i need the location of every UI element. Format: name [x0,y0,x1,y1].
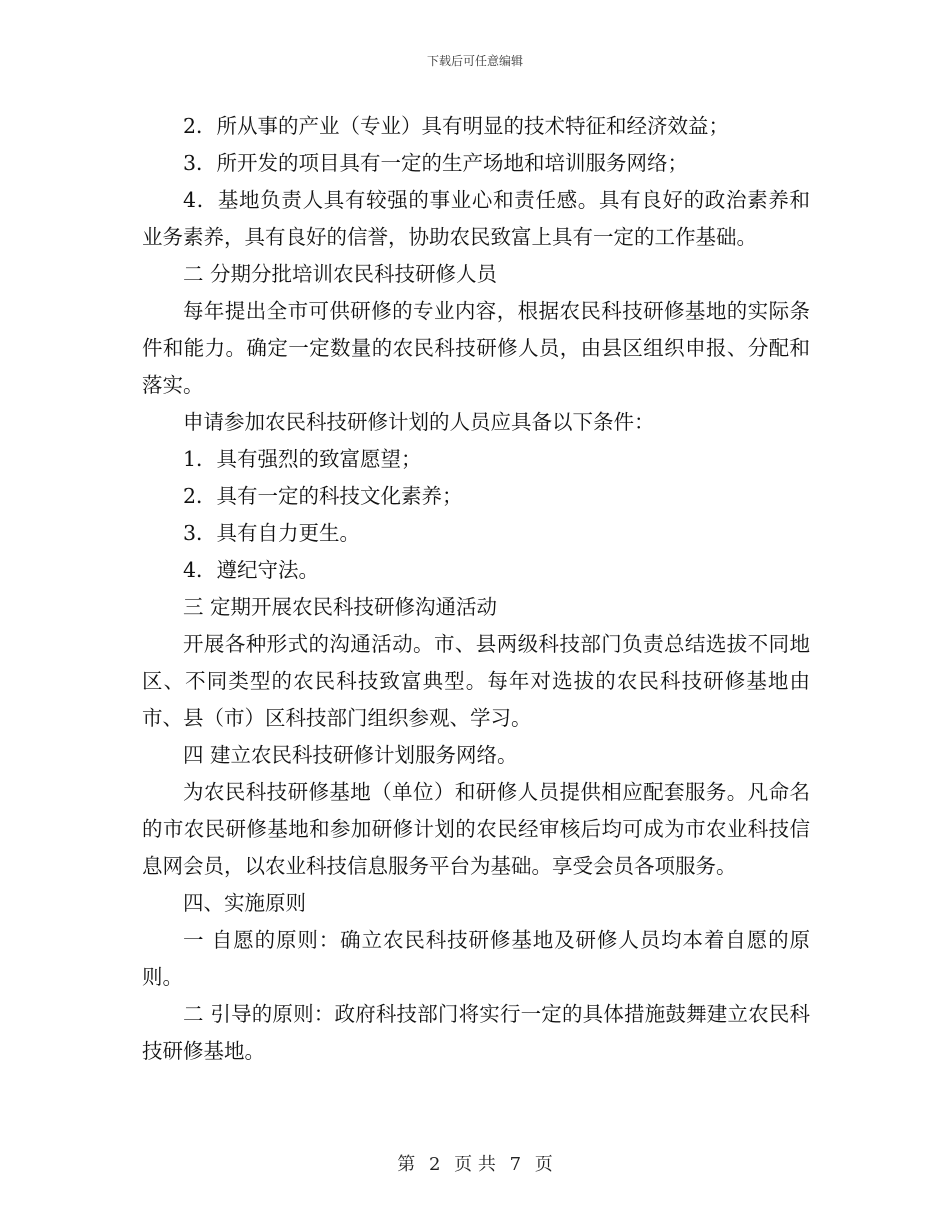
list-item: 4．遵纪守法。 [183,558,320,582]
paragraph: 4．基地负责人具有较强的事业心和责任感。具有良好的政治素养和业务素养，具有良好的信誉，协助农民致富上具有一定的工作基础。 [142,188,810,249]
page-footer [0,1150,950,1176]
footer-total-pages: 7 [509,1154,522,1175]
section-heading: 二 分期分批培训农民科技研修人员 [183,262,498,286]
list-item: 1．具有强烈的致富愿望； [183,447,422,471]
page-header: 下载后可任意编辑 [426,54,523,68]
list-item: 2．具有一定的科技文化素养； [183,484,463,508]
footer-page-prefix: 第 [397,1154,416,1175]
paragraph: 二 引导的原则：政府科技部门将实行一定的具体措施鼓舞建立农民科技研修基地。 [142,1002,810,1063]
section-heading: 三 定期开展农民科技研修沟通活动 [183,595,498,619]
footer-page-suffix: 页 [534,1154,553,1175]
section-heading: 四 建立农民科技研修计划服务网络。 [183,743,518,767]
section-heading: 四、实施原则 [183,891,306,915]
paragraph: 3．所开发的项目具有一定的生产场地和培训服务网络； [183,151,689,175]
paragraph: 申请参加农民科技研修计划的人员应具备以下条件： [183,410,655,434]
paragraph: 开展各种形式的沟通活动。市、县两级科技部门负责总结选拔不同地区、不同类型的农民科技致富典型。每年对选拔的农民科技研修基地由市、县（市）区科技部门组织参观、学习。 [142,632,810,730]
footer-page-number: 2 [428,1154,441,1175]
paragraph: 每年提出全市可供研修的专业内容，根据农民科技研修基地的实际条件和能力。确定一定数量的农民科技研修人员，由县区组织申报、分配和落实。 [142,299,810,397]
document-body [142,108,810,1070]
paragraph: 2．所从事的产业（专业）具有明显的技术特征和经济效益； [183,114,730,138]
list-item: 3．具有自力更生。 [183,521,361,545]
paragraph: 为农民科技研修基地（单位）和研修人员提供相应配套服务。凡命名的市农民研修基地和参加研修计划的农民经审核后均可成为市农业科技信息网会员，以农业科技信息服务平台为基础。享受会员各项服务。 [142,780,810,878]
footer-page-middle: 页 共 [454,1154,496,1175]
paragraph: 一 自愿的原则：确立农民科技研修基地及研修人员均本着自愿的原则。 [142,928,810,989]
